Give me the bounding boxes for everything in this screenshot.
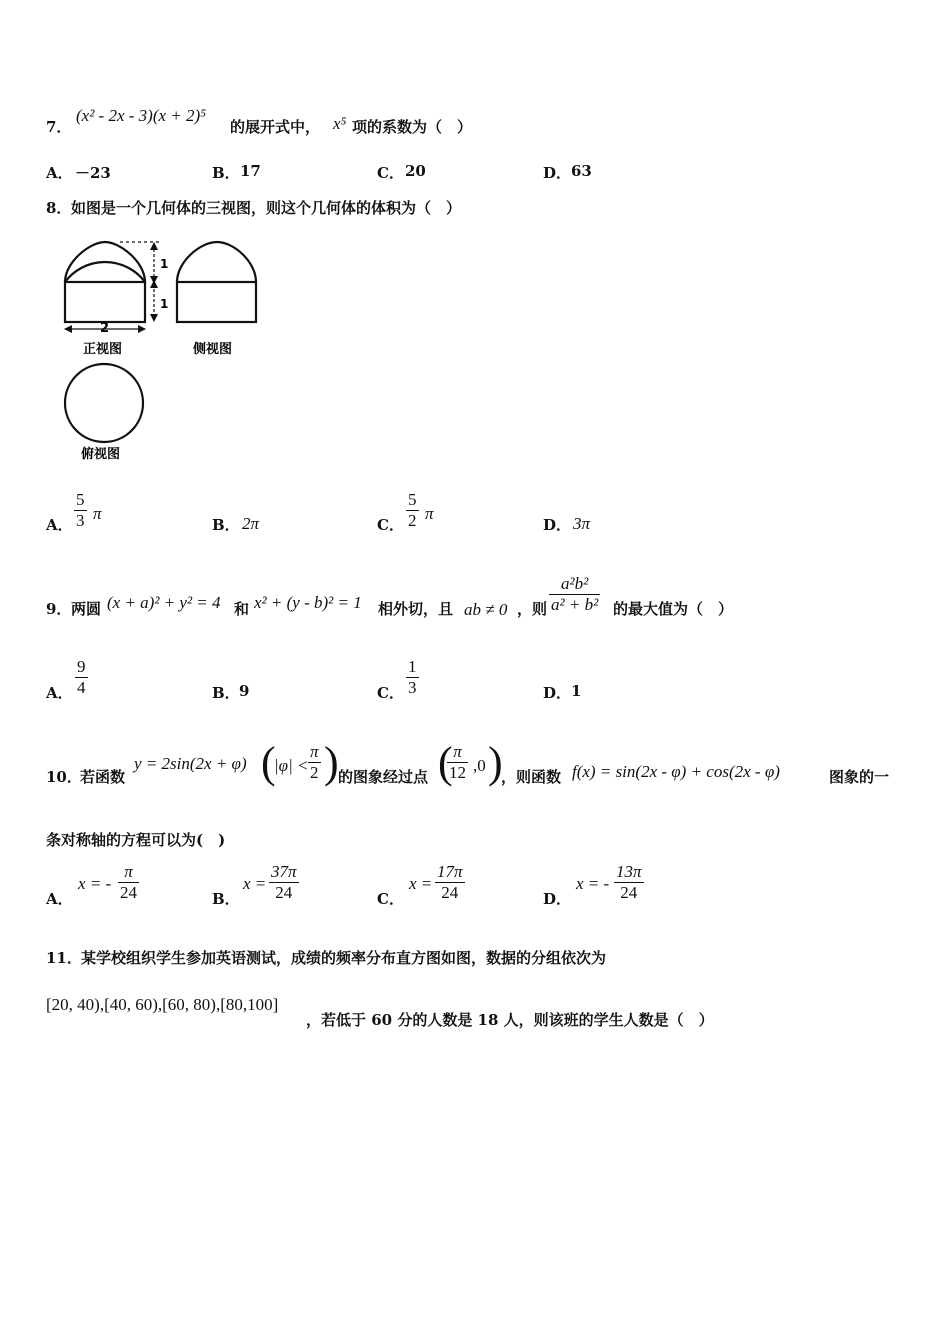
q9-text4: ，则 [517, 600, 548, 618]
q10-text4: 图象的一 [829, 768, 890, 786]
q9-option-a-num: 9 [77, 657, 86, 676]
q9-option-d-value: 1 [571, 682, 582, 700]
three-view-figure [50, 232, 280, 472]
q9-text3: 相外切，且 [378, 600, 454, 618]
dim-h1: 1 [160, 257, 169, 271]
q10-option-c-label: C． [377, 890, 404, 908]
q9-option-a-fraction [75, 657, 88, 698]
front-view-arc [65, 262, 145, 282]
q9-text1: 两圆 [71, 600, 102, 618]
q10-function2: f(x) = sin(2x - φ) + cos(2x - φ) [572, 762, 780, 781]
q9-option-c-label: C． [377, 684, 404, 702]
top-view-label: 俯视图 [81, 447, 121, 462]
q9-target-fraction [549, 574, 600, 615]
q10-option-b-label: B． [212, 890, 240, 908]
q10-option-d-den: 24 [620, 883, 638, 902]
q8-option-c-den: 2 [408, 511, 417, 530]
q7-option-c-label: C． [377, 164, 404, 182]
q9-number: 9． [46, 600, 72, 618]
q9-text5: 的最大值为（ ） [613, 600, 734, 618]
q9-frac-den: a² + b² [551, 595, 599, 614]
q10-cond-den: 2 [310, 763, 319, 782]
q9-option-d-label: D． [543, 684, 572, 702]
q8-option-c-label: C． [377, 516, 404, 534]
q10-number: 10． [46, 768, 82, 786]
q8-option-d-value: 3π [573, 514, 591, 533]
q8-option-c-num: 5 [408, 490, 417, 509]
q10-option-a-fraction [118, 862, 139, 903]
q9-option-b-value: 9 [239, 682, 250, 700]
q8-option-a-suffix: π [93, 504, 102, 523]
q9-condition: ab ≠ 0 [464, 600, 508, 619]
q8-option-b-value: 2π [242, 514, 260, 533]
q10-option-a-label: A． [46, 890, 73, 908]
q10-option-b-fraction [269, 862, 299, 903]
q10-option-c-den: 24 [441, 883, 459, 902]
q10-cond-paren-left: ( [261, 738, 276, 787]
q8-option-a-fraction [74, 490, 87, 531]
front-view-rect [65, 282, 145, 322]
q10-option-c-fraction [435, 862, 465, 903]
q9-option-b-label: B． [212, 684, 240, 702]
q10-cond-paren-right: ) [324, 738, 339, 787]
dim-h2: 1 [160, 297, 169, 311]
q7-option-c-value: 20 [405, 162, 426, 180]
q8-option-b-label: B． [212, 516, 240, 534]
q9-option-c-num: 1 [408, 657, 417, 676]
q7-number: 7． [46, 118, 72, 136]
q9-circle2: x² + (y - b)² = 1 [254, 593, 362, 612]
q10-point-num: π [453, 742, 462, 761]
q7-option-d-value: 63 [571, 162, 592, 180]
q8-option-a-num: 5 [76, 490, 85, 509]
q10-option-b-prefix: x = [243, 874, 267, 893]
q10-option-d-prefix: x = - [576, 874, 610, 893]
top-view-circle [65, 364, 143, 442]
front-view-label: 正视图 [83, 342, 123, 357]
q10-option-a-prefix: x = - [78, 874, 112, 893]
q10-line2: 条对称轴的方程可以为( ) [46, 831, 226, 849]
q10-function: y = 2sin(2x + φ) [134, 754, 247, 773]
q10-point-fraction [447, 742, 468, 783]
q10-cond-left: |φ| < [274, 756, 309, 775]
q7-text1: 的展开式中， [230, 118, 321, 136]
q7-expression: (x² - 2x - 3)(x + 2)⁵ [76, 106, 207, 125]
q10-option-d-label: D． [543, 890, 572, 908]
q9-text2: 和 [234, 600, 250, 618]
q10-cond-fraction [308, 742, 321, 783]
q10-text3: ，则函数 [501, 768, 562, 786]
q10-text1: 若函数 [80, 768, 126, 786]
q10-option-b-num: 37π [271, 862, 297, 881]
q10-point-paren-right: ) [488, 738, 503, 787]
q9-option-c-den: 3 [408, 678, 417, 697]
q11-text2: ，若低于 60 分的人数是 18 人，则该班的学生人数是（ ） [306, 1011, 714, 1029]
q10-option-d-fraction [614, 862, 644, 903]
q8-option-c-suffix: π [425, 504, 434, 523]
q10-point-tail: ,0 [473, 756, 486, 775]
q10-point-paren-left: ( [438, 738, 453, 787]
q9-frac-num: a²b² [560, 574, 589, 593]
q11-text1: 某学校组织学生参加英语测试，成绩的频率分布直方图如图，数据的分组依次为 [81, 949, 607, 967]
q8-option-a-label: A． [46, 516, 73, 534]
q10-option-a-den: 24 [120, 883, 137, 902]
q10-option-b-den: 24 [275, 883, 293, 902]
q8-option-c-fraction [406, 490, 419, 531]
side-view-label: 侧视图 [193, 342, 233, 357]
q7-text2: 项的系数为（ ） [352, 118, 473, 136]
q8-option-a-den: 3 [76, 511, 85, 530]
q8-option-d-label: D． [543, 516, 572, 534]
q9-circle1: (x + a)² + y² = 4 [107, 593, 221, 612]
q10-option-c-prefix: x = [409, 874, 433, 893]
q7-option-b-label: B． [212, 164, 240, 182]
q10-text2: 的图象经过点 [338, 768, 429, 786]
q9-option-a-label: A． [46, 684, 73, 702]
side-view-arc [177, 242, 256, 282]
q10-option-a-num: π [124, 862, 133, 881]
q11-number: 11． [46, 949, 82, 967]
q8-number: 8． [46, 199, 72, 217]
side-view-rect [177, 282, 256, 322]
q11-groups: [20, 40),[40, 60),[60, 80),[80,100] [46, 995, 279, 1014]
dim-width: 2 [100, 321, 110, 336]
q10-point-den: 12 [449, 763, 466, 782]
q7-option-b-value: 17 [240, 162, 261, 180]
q7-option-a-label: A． [46, 164, 73, 182]
q10-option-d-num: 13π [616, 862, 642, 881]
q7-term: x⁵ [333, 114, 347, 133]
q8-text: 如图是一个几何体的三视图，则这个几何体的体积为（ ） [71, 199, 462, 217]
q9-option-a-den: 4 [77, 678, 86, 697]
q7-option-d-label: D． [543, 164, 572, 182]
q9-option-c-fraction [406, 657, 419, 698]
q10-cond-num: π [310, 742, 319, 761]
q7-option-a-value: －23 [75, 164, 111, 182]
q10-option-c-num: 17π [437, 862, 463, 881]
